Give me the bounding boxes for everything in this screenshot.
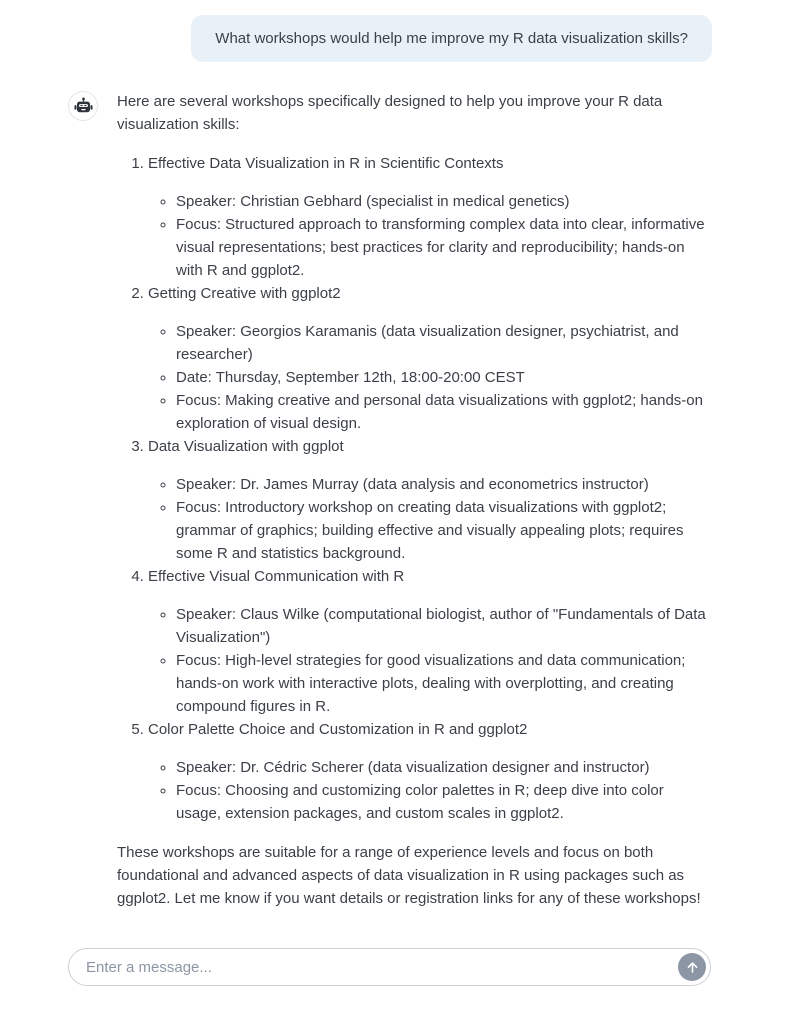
message-input[interactable] <box>68 948 711 986</box>
workshop-detail: ◦ Focus: Introductory workshop on creating data visualizations with ggplot2; grammar of graphics; building effective and visually appealing plots; requires some R and statistics background. <box>176 496 711 565</box>
workshop-item <box>148 282 711 435</box>
workshop-list <box>117 152 711 825</box>
message-composer <box>68 948 711 986</box>
workshop-detail: ◦ Focus: Structured approach to transforming complex data into clear, informative visual representations; best practices for clarity and reproducibility; hands-on with R and ggplot2. <box>176 213 711 282</box>
user-message-row <box>68 15 712 62</box>
user-message-bubble: What workshops would help me improve my R data visualization skills? <box>191 15 712 62</box>
workshop-details <box>148 190 711 282</box>
workshop-item <box>148 565 711 718</box>
workshop-details <box>148 603 711 718</box>
workshop-details <box>148 473 711 565</box>
workshop-detail: ◦ Focus: High-level strategies for good visualizations and data communication; hands-on work with interactive plots, dealing with overplotting, and creating compound figures in R. <box>176 649 711 718</box>
workshop-item <box>148 435 711 565</box>
send-button[interactable] <box>678 953 706 981</box>
workshop-item <box>148 152 711 282</box>
workshop-details <box>148 320 711 435</box>
workshop-detail: ◦ Date: Thursday, September 12th, 18:00-20:00 CEST <box>176 366 711 389</box>
workshop-detail: ◦ Speaker: Georgios Karamanis (data visualization designer, psychiatrist, and researcher) <box>176 320 711 366</box>
assistant-intro: Here are several workshops specifically designed to help you improve your R data visualization skills: <box>117 93 663 133</box>
workshop-detail: ◦ Speaker: Claus Wilke (computational biologist, author of "Fundamentals of Data Visualization") <box>176 603 711 649</box>
workshop-title: Effective Visual Communication with R <box>148 568 405 585</box>
robot-icon <box>74 97 93 116</box>
assistant-message-row <box>68 90 712 926</box>
workshop-title: Effective Data Visualization in R in Scientific Contexts <box>148 155 504 172</box>
assistant-avatar <box>68 91 98 121</box>
workshop-item <box>148 718 711 825</box>
assistant-outro: These workshops are suitable for a range of experience levels and focus on both foundational and advanced aspects of data visualization in R using packages such as ggplot2. Let me know if you want details or registration links for any of these workshops! <box>117 844 701 907</box>
assistant-message <box>117 90 711 926</box>
workshop-detail: ◦ Focus: Making creative and personal data visualizations with ggplot2; hands-on exploration of visual design. <box>176 389 711 435</box>
workshop-detail: ◦ Speaker: Dr. James Murray (data analysis and econometrics instructor) <box>176 473 711 496</box>
chat-container <box>68 0 712 986</box>
up-arrow-icon <box>685 960 700 975</box>
workshop-title: Data Visualization with ggplot <box>148 438 344 455</box>
workshop-detail: ◦ Speaker: Dr. Cédric Scherer (data visualization designer and instructor) <box>176 756 711 779</box>
workshop-detail: ◦ Focus: Choosing and customizing color palettes in R; deep dive into color usage, extension packages, and custom scales in ggplot2. <box>176 779 711 825</box>
workshop-detail: ◦ Speaker: Christian Gebhard (specialist in medical genetics) <box>176 190 711 213</box>
workshop-title: Getting Creative with ggplot2 <box>148 285 341 302</box>
workshop-title: Color Palette Choice and Customization in R and ggplot2 <box>148 721 528 738</box>
workshop-details <box>148 756 711 825</box>
